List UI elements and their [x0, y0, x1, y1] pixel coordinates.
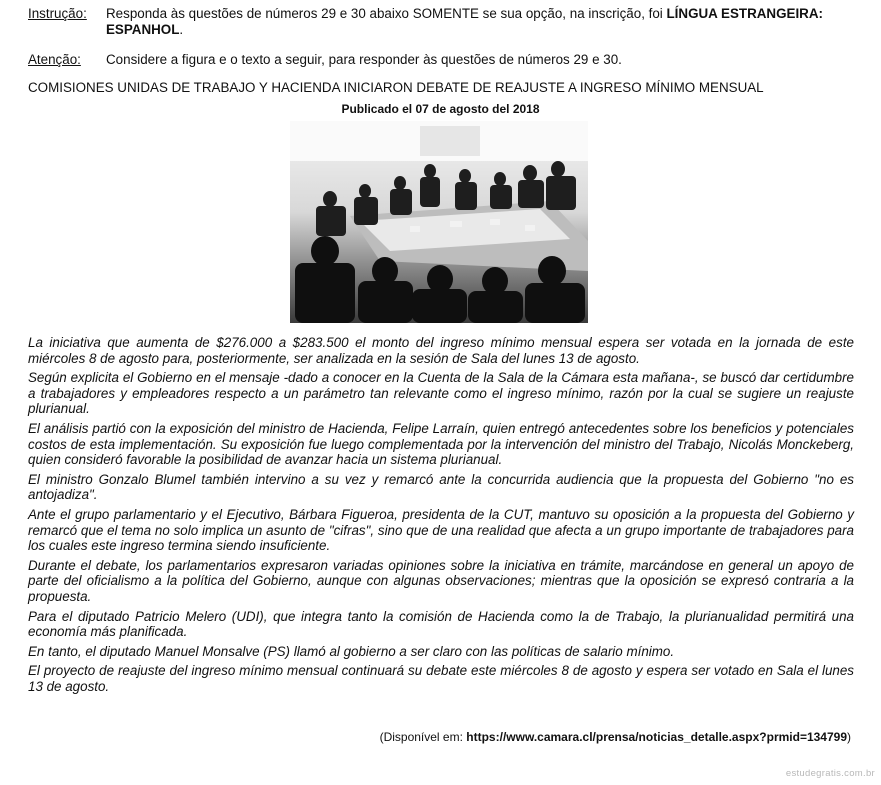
article-paragraph: Para el diputado Patricio Melero (UDI), que integra tanto la comisión de Hacienda como la de Trabajo, la plurianualidad permitirá una economía más planificada. — [28, 608, 854, 640]
instruction-text — [106, 6, 855, 38]
article-paragraph: La iniciativa que aumenta de $276.000 a $283.500 el monto del ingreso mínimo mensual espera ser votada en la jornada de este miércoles 8 de agosto para, posteriormente, ser analizada en la sesión de Sala del lunes 13 de agosto. — [28, 335, 854, 366]
instruction-row — [28, 6, 855, 40]
instruction-text-bold: LÍNGUA ESTRANGEIRA: ESPANHOL — [106, 6, 823, 37]
article-paragraph: Según explicita el Gobierno en el mensaje -dado a conocer en la Cuenta de la Sala de la Cámara esta mañana-, se buscó dar certidumbre a trabajadores y empleadores respecto a un parámetro tan relevante como el ingreso mínimo, razón por la cual se sugiere un reajuste plurianual. — [28, 370, 854, 417]
watermark: estudegratis.com.br — [785, 768, 875, 779]
article-paragraph: El análisis partió con la exposición del ministro de Hacienda, Felipe Larraín, quien entregó antecedentes sobre los beneficios y potenciales costos de esta implementación. Su exposición fue luego complementada por la intervención del ministro del Trabajo, Nicolás Monckeberg, quien consideró favorable la posibilidad de avanzar hacia un sistema plurianual. — [28, 420, 854, 468]
article-paragraph: El ministro Gonzalo Blumel también intervino a su vez y remarcó ante la concurrida audiencia que la propuesta del Gobierno "no es antojadiza". — [28, 471, 854, 503]
article-paragraph: Ante el grupo parlamentario y el Ejecutivo, Bárbara Figueroa, presidenta de la CUT, mantuvo su oposición a la propuesta del Gobierno y remarcó que el tema no solo implica un asunto de "cifras", sino que de una realidad que afecta a un grupo importante de trabajadores para los cuales este ingreso termina siendo insuficiente. — [28, 506, 854, 554]
article-paragraph: En tanto, el diputado Manuel Monsalve (PS) llamó al gobierno a ser claro con las políticas de salario mínimo. — [28, 643, 675, 659]
article-body — [28, 335, 854, 698]
source-suffix: ) — [847, 730, 851, 744]
article-photo — [290, 121, 588, 323]
source-citation — [380, 730, 851, 744]
source-link[interactable]: https://www.camara.cl/prensa/noticias_detalle.aspx?prmid=134799 — [466, 730, 847, 744]
attention-label: Atenção: — [28, 52, 81, 67]
attention-text: Considere a figura e o texto a seguir, para responder às questões de números 29 e 30. — [106, 52, 622, 67]
publication-date: Publicado el 07 de agosto del 2018 — [341, 102, 540, 116]
attention-row — [28, 52, 855, 68]
article-paragraph: El proyecto de reajuste del ingreso mínimo mensual continuará su debate este miércoles 8 de agosto y espera ser votado en Sala el lunes 13 de agosto. — [28, 663, 854, 694]
instruction-text-end: . — [179, 22, 184, 37]
article-paragraph: Durante el debate, los parlamentarios expresaron variadas opiniones sobre la iniciativa en trámite, marcándose en general un apoyo de parte del oficialismo a la política del Gobierno, aunque con algunas observaciones; mientras que la oposición se expresó contraria a la propuesta. — [28, 557, 854, 604]
instruction-label: Instrução: — [28, 6, 87, 21]
instruction-text-normal: Responda às questões de números 29 e 30 abaixo SOMENTE se sua opção, na inscrição, foi — [106, 6, 667, 21]
article-headline: COMISIONES UNIDAS DE TRABAJO Y HACIENDA INICIARON DEBATE DE REAJUSTE A INGRESO MÍNIMO MENSUAL — [28, 80, 764, 95]
source-prefix: (Disponível em: — [379, 730, 467, 744]
